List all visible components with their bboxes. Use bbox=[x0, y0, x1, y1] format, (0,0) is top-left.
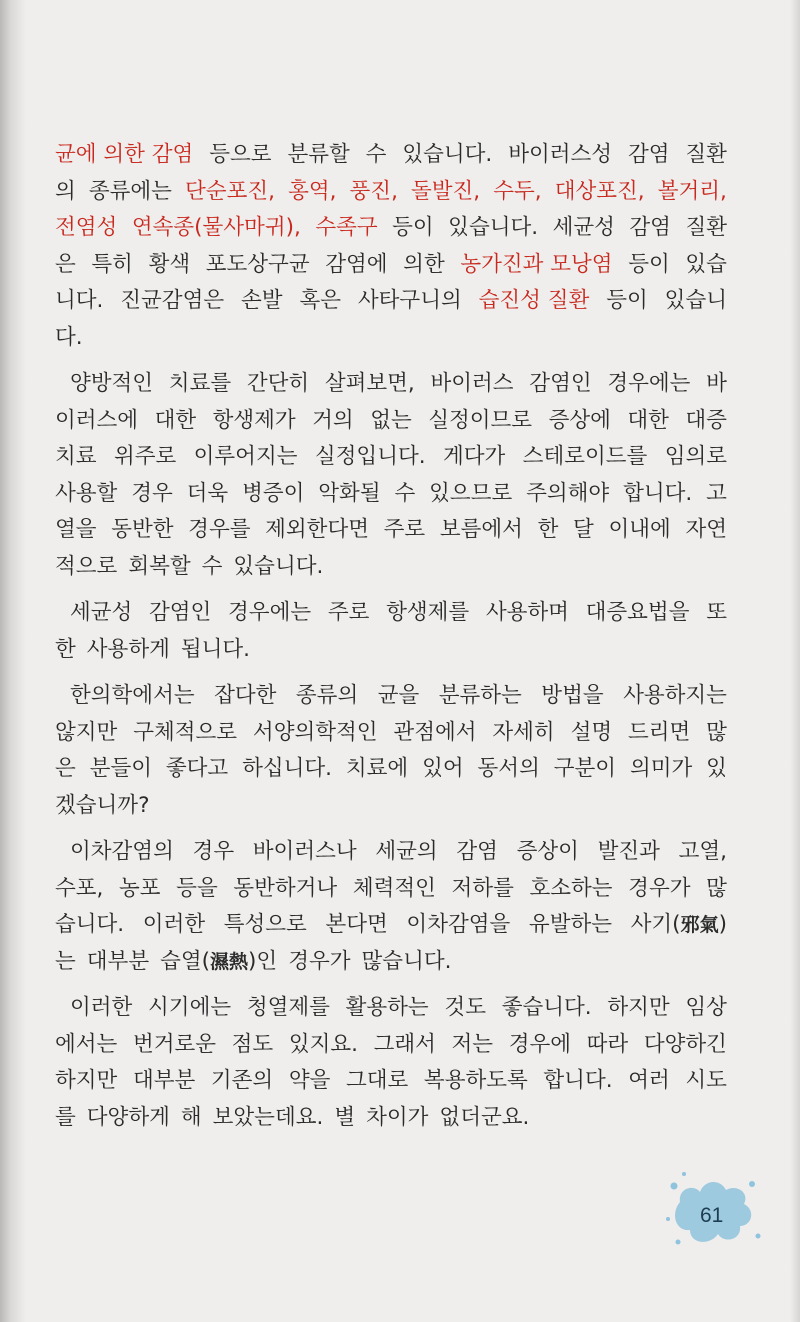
word: 점도 bbox=[231, 1031, 274, 1057]
word: 고 bbox=[706, 480, 727, 506]
word: 임상 bbox=[685, 995, 727, 1020]
word: 여러 bbox=[628, 1068, 670, 1093]
highlight-term: 연속종(물사마귀), bbox=[131, 215, 301, 240]
word: 거의 bbox=[312, 407, 354, 433]
word: 증상에 bbox=[548, 407, 611, 433]
word: 종류에는 bbox=[88, 178, 172, 204]
word: 이차감염을 bbox=[406, 912, 511, 937]
word: 이러한 bbox=[70, 995, 133, 1020]
word: 별 bbox=[334, 1104, 356, 1130]
word: 농포 bbox=[119, 875, 161, 901]
word: 해 bbox=[180, 1104, 202, 1130]
word: 등이 bbox=[628, 251, 670, 277]
highlight-term: 풍진, bbox=[349, 178, 398, 204]
word: 주의해야 bbox=[526, 480, 610, 506]
paragraph-5-line-4 bbox=[55, 944, 727, 981]
word: 이차감염의 bbox=[70, 839, 174, 864]
word: 한의학에서는 bbox=[70, 683, 195, 708]
word: 구분이 bbox=[553, 756, 617, 781]
word: 세균성 bbox=[70, 600, 133, 625]
word: 경우에 bbox=[508, 1031, 572, 1057]
paragraph-4-line-2 bbox=[55, 715, 727, 752]
word: 대증 bbox=[685, 407, 727, 433]
word: 습니다. bbox=[55, 912, 125, 937]
word: 세균성 bbox=[552, 215, 615, 240]
word: 의미가 bbox=[629, 756, 693, 781]
word: 경우가 bbox=[288, 948, 351, 974]
word: 주로 bbox=[383, 517, 426, 542]
word: 시기에는 bbox=[148, 995, 232, 1020]
word: 달 bbox=[573, 517, 594, 542]
word: 수 bbox=[365, 142, 387, 167]
word: 살펴보면, bbox=[324, 371, 415, 396]
paragraph-2-line-1 bbox=[55, 366, 727, 403]
word: 겠습니까? bbox=[55, 792, 150, 818]
word: 은 bbox=[55, 251, 76, 277]
word: 분들이 bbox=[89, 756, 152, 781]
word: 합니다. bbox=[623, 480, 693, 506]
word: 실정이므로 bbox=[428, 407, 533, 433]
word: 호소하는 bbox=[529, 875, 613, 901]
word: 많습니다. bbox=[361, 948, 452, 974]
word: 활용하는 bbox=[345, 995, 429, 1020]
word: 이내에 bbox=[608, 517, 671, 542]
word: 보름에서 bbox=[439, 517, 523, 542]
word: 것도 bbox=[444, 995, 486, 1020]
word: 많 bbox=[706, 719, 727, 745]
body-text bbox=[55, 137, 727, 1136]
word: 않지만 bbox=[55, 719, 118, 745]
word: 이러한 bbox=[142, 912, 206, 937]
paragraph-4-line-3 bbox=[55, 751, 727, 788]
word: 드리면 bbox=[627, 719, 691, 745]
word: 위주로 bbox=[113, 444, 177, 469]
word: 좋습니다. bbox=[501, 995, 592, 1020]
word: 감염 bbox=[629, 215, 671, 240]
word: 동반하거나 bbox=[233, 875, 338, 901]
word: 감염인 bbox=[149, 600, 212, 625]
word: 따라 bbox=[586, 1031, 629, 1057]
word: 경우를 bbox=[188, 517, 251, 542]
word: 한 bbox=[55, 636, 76, 662]
word: 본다면 bbox=[325, 912, 388, 937]
word: 항생제를 bbox=[386, 600, 470, 625]
word: 다양하게 bbox=[86, 1104, 170, 1130]
word: 고열, bbox=[678, 839, 727, 864]
word: 항생제가 bbox=[212, 407, 296, 433]
word: 수포, bbox=[55, 875, 104, 901]
word: 간단히 bbox=[246, 371, 310, 396]
word: 게다가 bbox=[442, 444, 506, 469]
highlight-term: 농가진과 모낭염 bbox=[460, 251, 613, 277]
word: 황색 bbox=[148, 251, 191, 277]
paragraph-2-line-4 bbox=[55, 476, 727, 513]
word: 있습니다. bbox=[402, 142, 493, 167]
paragraph-3-line-1 bbox=[55, 595, 727, 632]
word: 경우 bbox=[192, 839, 235, 864]
word: 치료를 bbox=[168, 371, 232, 396]
highlight-term: 홍역, bbox=[288, 178, 337, 204]
word: 양방적인 bbox=[70, 371, 154, 396]
word: 그대로 bbox=[345, 1068, 409, 1093]
word: 수 bbox=[394, 480, 416, 506]
word: 등이 bbox=[606, 288, 648, 313]
word: 약을 bbox=[288, 1068, 331, 1093]
hanja-term: 濕熱 bbox=[210, 950, 249, 973]
word: 를 bbox=[55, 1104, 76, 1130]
word: 제외한다면 bbox=[265, 517, 369, 542]
word: 감염 bbox=[627, 142, 670, 167]
word: 사용하며 bbox=[485, 600, 569, 625]
word: 다양하긴 bbox=[643, 1031, 727, 1057]
paragraph-6-line-1 bbox=[55, 990, 727, 1027]
paragraph-1-line-4 bbox=[55, 247, 727, 284]
word: 사타구니의 bbox=[357, 288, 462, 313]
word: 질환 bbox=[685, 215, 727, 240]
word: 합니다. bbox=[543, 1068, 613, 1093]
highlight-term: 단순포진, bbox=[185, 178, 275, 204]
word: 됩니다. bbox=[180, 636, 251, 662]
word: 대부분 bbox=[132, 1068, 196, 1093]
word: 다. bbox=[55, 324, 83, 350]
word: 진균감염은 bbox=[120, 288, 225, 313]
word: 니다. bbox=[55, 288, 104, 313]
word: 있 bbox=[706, 756, 727, 781]
paragraph-2-line-3 bbox=[55, 439, 727, 476]
word: 사용하게 bbox=[86, 636, 170, 662]
word: 경우에는 bbox=[607, 371, 691, 396]
highlight-term: 돌발진, bbox=[411, 178, 481, 204]
word: 병증이 bbox=[242, 480, 305, 506]
binding-shadow bbox=[0, 0, 26, 1322]
word: 증상이 bbox=[516, 839, 579, 864]
word: 시도 bbox=[685, 1068, 727, 1093]
word: 의 bbox=[55, 178, 76, 204]
word: 수 bbox=[201, 553, 223, 579]
word: 실정입니다. bbox=[314, 444, 426, 469]
word: 더욱 bbox=[186, 480, 229, 506]
word: 차이가 bbox=[366, 1104, 429, 1130]
word: 손발 bbox=[241, 288, 283, 313]
word: 감염에 bbox=[325, 251, 388, 277]
word: 바 bbox=[706, 371, 727, 396]
highlight-term: 전염성 bbox=[55, 215, 118, 240]
word: 분류하는 bbox=[438, 683, 522, 708]
word: 치료에 bbox=[345, 756, 409, 781]
paragraph-6-line-3 bbox=[55, 1063, 727, 1100]
word: 발진과 bbox=[597, 839, 660, 864]
highlight-term: 수두, bbox=[493, 178, 542, 204]
word: 적으로 bbox=[55, 553, 118, 579]
word: 없는 bbox=[370, 407, 412, 433]
word: 좋다고 bbox=[165, 756, 229, 781]
word: 유발하는 bbox=[528, 912, 612, 937]
paragraph-1-line-2 bbox=[55, 174, 727, 211]
word: 균을 bbox=[377, 683, 420, 708]
word: 종류의 bbox=[295, 683, 359, 708]
paragraph-1-line-3 bbox=[55, 210, 727, 247]
word: 설명 bbox=[570, 719, 613, 745]
word: 또 bbox=[706, 600, 727, 625]
word: 세균의 bbox=[375, 839, 438, 864]
word: 등을 bbox=[176, 875, 218, 901]
word: 열을 bbox=[55, 517, 97, 542]
word: 있으므로 bbox=[429, 480, 513, 506]
word: 그래서 bbox=[373, 1031, 436, 1057]
word: 있습 bbox=[685, 251, 727, 277]
word: 이루어지는 bbox=[193, 444, 298, 469]
word: 대부분 bbox=[86, 948, 150, 974]
word: 청열제를 bbox=[246, 995, 330, 1020]
word: 체력적인 bbox=[352, 875, 436, 901]
page-number: 61 bbox=[700, 1204, 724, 1227]
word: 보았는데요. bbox=[212, 1104, 324, 1130]
word: 는 bbox=[55, 948, 76, 974]
page-edge bbox=[790, 0, 800, 1322]
word: 주로 bbox=[327, 600, 370, 625]
word: 서양의학적인 bbox=[252, 719, 378, 745]
word: 분류할 bbox=[287, 142, 350, 167]
word: 많 bbox=[706, 875, 727, 901]
word: 의한 bbox=[403, 251, 445, 277]
highlight-term: 균에 의한 감염 bbox=[55, 142, 194, 167]
word: 대한 bbox=[627, 407, 669, 433]
word-with-hanja: 습열(濕熱)인 bbox=[160, 948, 278, 974]
word: 하지만 bbox=[55, 1068, 118, 1093]
word: 복용하도록 bbox=[423, 1068, 528, 1093]
word: 포도상구균 bbox=[205, 251, 310, 277]
word: 경우 bbox=[131, 480, 173, 506]
paragraph-5-line-2 bbox=[55, 871, 727, 908]
word: 바이러스성 bbox=[508, 142, 613, 167]
paragraph-1-line-6 bbox=[55, 320, 727, 357]
word: 있어 bbox=[422, 756, 464, 781]
word: 저는 bbox=[451, 1031, 494, 1057]
paragraph-6-line-2 bbox=[55, 1027, 727, 1064]
word: 있지요. bbox=[288, 1031, 358, 1057]
word: 악화될 bbox=[318, 480, 381, 506]
word: 등이 bbox=[392, 215, 434, 240]
word: 감염 bbox=[456, 839, 498, 864]
word: 바이러스 bbox=[430, 371, 514, 396]
word: 혹은 bbox=[299, 288, 341, 313]
paragraph-5-line-3 bbox=[55, 907, 727, 944]
word: 치료 bbox=[55, 444, 97, 469]
word: 경우가 bbox=[628, 875, 691, 901]
word: 잡다한 bbox=[214, 683, 277, 708]
paragraph-2-line-2 bbox=[55, 403, 727, 440]
paragraph-3-line-2 bbox=[55, 632, 727, 669]
word: 하지만 bbox=[607, 995, 670, 1020]
word: 사용할 bbox=[55, 480, 118, 506]
word: 바이러스나 bbox=[252, 839, 357, 864]
word: 대증요법을 bbox=[585, 600, 690, 625]
word: 임의로 bbox=[664, 444, 727, 469]
word: 이러스에 bbox=[55, 407, 139, 433]
highlight-term: 습진성 질환 bbox=[478, 288, 590, 313]
paragraph-4-line-4 bbox=[55, 788, 727, 825]
paragraph-6-line-4 bbox=[55, 1100, 727, 1137]
paragraph-2-line-6 bbox=[55, 549, 727, 586]
word: 하십니다. bbox=[242, 756, 332, 781]
word-with-hanja: 사기(邪氣) bbox=[630, 912, 727, 937]
word: 있습니다. bbox=[448, 215, 539, 240]
word: 한 bbox=[537, 517, 559, 542]
highlight-term: 수족구 bbox=[315, 215, 378, 240]
word: 저하를 bbox=[451, 875, 514, 901]
word: 사용하지는 bbox=[623, 683, 727, 708]
hanja-term: 邪氣 bbox=[680, 914, 719, 936]
word: 대한 bbox=[154, 407, 197, 433]
word: 구체적으로 bbox=[133, 719, 238, 745]
word: 동반한 bbox=[111, 517, 174, 542]
word: 있습니다. bbox=[233, 553, 324, 579]
paragraph-1-line-1 bbox=[55, 137, 727, 174]
word: 방법을 bbox=[541, 683, 604, 708]
word: 은 bbox=[55, 756, 76, 781]
word: 회복할 bbox=[128, 553, 191, 579]
word: 있습니 bbox=[664, 288, 727, 313]
highlight-term: 대상포진, bbox=[554, 178, 645, 204]
word: 번거로운 bbox=[132, 1031, 217, 1057]
word: 기존의 bbox=[210, 1068, 274, 1093]
word: 에서는 bbox=[55, 1031, 118, 1057]
paragraph-5-line-1 bbox=[55, 834, 727, 871]
word: 관점에서 bbox=[393, 719, 477, 745]
word: 질환 bbox=[685, 142, 727, 167]
word: 스테로이드를 bbox=[522, 444, 648, 469]
word: 등으로 bbox=[209, 142, 272, 167]
word: 감염인 bbox=[529, 371, 592, 396]
word: 경우에는 bbox=[228, 600, 312, 625]
word: 없더군요. bbox=[439, 1104, 530, 1130]
word: 특히 bbox=[91, 251, 133, 277]
word: 자세히 bbox=[492, 719, 555, 745]
paragraph-4-line-1 bbox=[55, 678, 727, 715]
word: 특성으로 bbox=[223, 912, 307, 937]
word: 자연 bbox=[685, 517, 727, 542]
highlight-term: 볼거리, bbox=[657, 178, 727, 204]
word: 동서의 bbox=[477, 756, 540, 781]
paragraph-1-line-5 bbox=[55, 283, 727, 320]
paragraph-2-line-5 bbox=[55, 512, 727, 549]
